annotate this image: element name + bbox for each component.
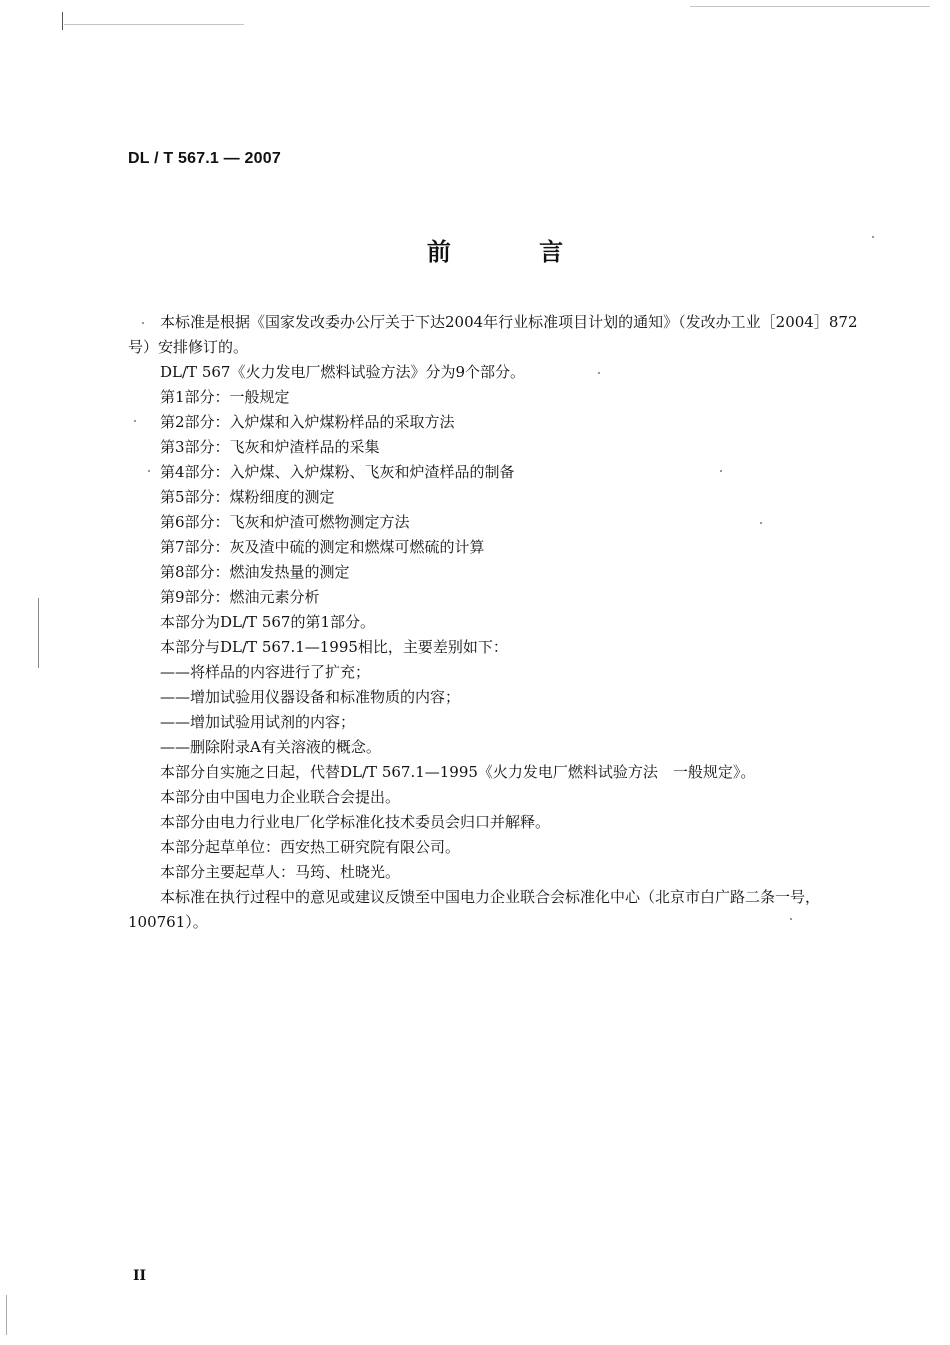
scan-edge-line: [62, 12, 63, 30]
paragraph: 本部分由电力行业电厂化学标准化技术委员会归口并解释。: [160, 813, 551, 831]
list-item: 第6部分：飞灰和炉渣可燃物测定方法: [160, 513, 410, 531]
paragraph: 本部分由中国电力企业联合会提出。: [160, 788, 401, 806]
list-item: 第1部分：一般规定: [160, 388, 290, 406]
scan-edge-line: [6, 1295, 7, 1335]
list-item: 第4部分：入炉煤、入炉煤粉、飞灰和炉渣样品的制备: [160, 463, 515, 481]
list-item: 第8部分：燃油发热量的测定: [160, 563, 350, 581]
list-item: 第2部分：入炉煤和入炉煤粉样品的采取方法: [160, 413, 455, 431]
paragraph: 本部分起草单位：西安热工研究院有限公司。: [160, 838, 461, 856]
scan-edge-line: [64, 24, 244, 25]
list-item: 第3部分：飞灰和炉渣样品的采集: [160, 438, 380, 456]
paragraph: 本部分为DL/T 567的第1部分。: [160, 613, 375, 631]
list-item: ——增加试验用仪器设备和标准物质的内容；: [160, 688, 461, 706]
document-code: DL / T 567.1 — 2007: [128, 150, 281, 167]
scan-edge-line: [690, 6, 930, 7]
paragraph: DL/T 567《火力发电厂燃料试验方法》分为9个部分。: [160, 363, 525, 381]
page-number: II: [133, 1268, 147, 1284]
foreword-body: [128, 310, 876, 935]
list-item: ——增加试验用试剂的内容；: [160, 713, 356, 731]
scan-edge-line: [38, 598, 39, 668]
paragraph: 本标准是根据《国家发改委办公厅关于下达2004年行业标准项目计划的通知》（发改办工业［2004］872号）安排修订的。: [128, 313, 858, 356]
paragraph: 本标准在执行过程中的意见或建议反馈至中国电力企业联合会标准化中心（北京市白广路二条一号，100761）。: [128, 888, 821, 931]
page-title: 前 言: [426, 237, 604, 266]
list-item: ——将样品的内容进行了扩充；: [160, 663, 371, 681]
list-item: ——删除附录A有关溶液的概念。: [160, 738, 381, 756]
list-item: 第9部分：燃油元素分析: [160, 588, 320, 606]
paragraph: 本部分主要起草人：马筠、杜晓光。: [160, 863, 401, 881]
paragraph: 本部分自实施之日起，代替DL/T 567.1—1995《火力发电厂燃料试验方法 一般规定》。: [160, 763, 756, 781]
paragraph: 本部分与DL/T 567.1—1995相比，主要差别如下：: [160, 638, 508, 656]
list-item: 第7部分：灰及渣中硫的测定和燃煤可燃硫的计算: [160, 538, 485, 556]
list-item: 第5部分：煤粉细度的测定: [160, 488, 335, 506]
